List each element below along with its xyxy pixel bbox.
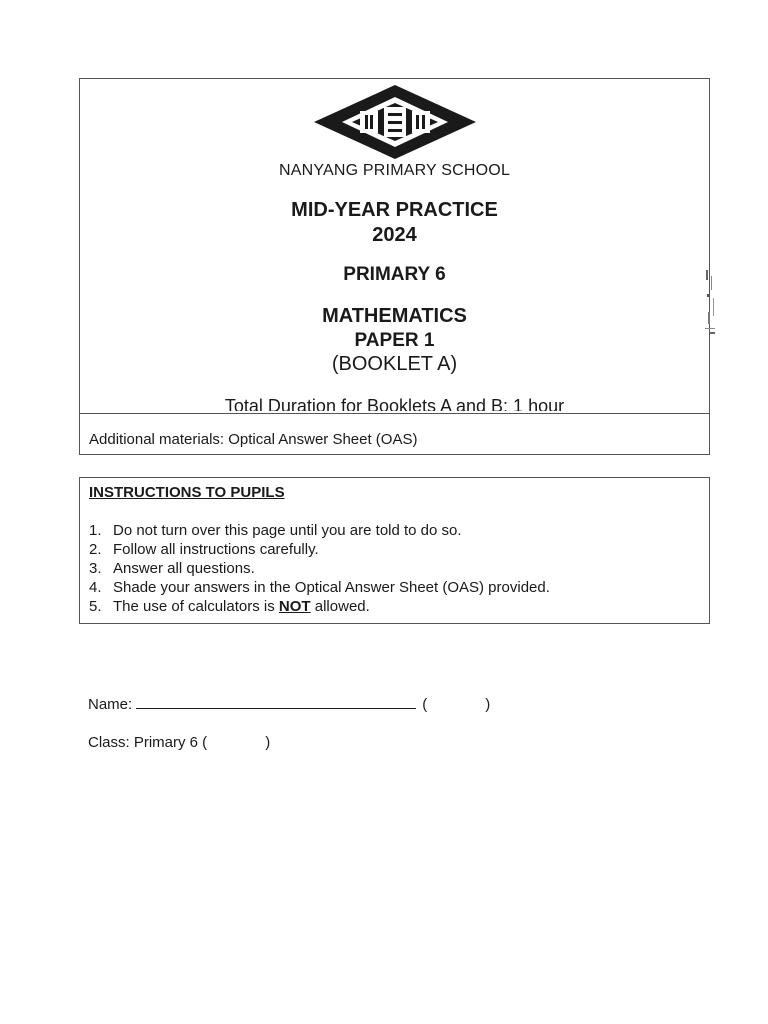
subject-title: MATHEMATICS [322, 305, 467, 327]
name-label: Name: [88, 696, 133, 713]
school-name: NANYANG PRIMARY SCHOOL [278, 162, 511, 179]
school-crest-icon [312, 83, 478, 161]
materials-text: Additional materials: Optical Answer Sheet (OAS) [89, 431, 418, 448]
list-item: 5. The use of calculators is NOT allowed. [89, 598, 370, 615]
duration-text: Total Duration for Booklets A and B: 1 hour [224, 396, 565, 411]
cover-header-box [79, 78, 710, 455]
list-item: 2. Follow all instructions carefully. [89, 541, 319, 558]
list-item: 1. Do not turn over this page until you are told to do so. [89, 522, 462, 539]
exam-title: MID-YEAR PRACTICE [291, 199, 498, 221]
not-emphasis: NOT [278, 598, 311, 615]
instructions-heading: INSTRUCTIONS TO PUPILS [89, 484, 285, 501]
scan-artifact [702, 268, 718, 342]
class-label: Class: Primary 6 ( [88, 734, 208, 751]
list-item: 3. Answer all questions. [89, 560, 255, 577]
level-title: PRIMARY 6 [343, 264, 446, 285]
header-divider [80, 413, 709, 414]
class-field-row: Class: Primary 6 ( ) [88, 734, 271, 751]
list-item: 4. Shade your answers in the Optical Answer Sheet (OAS) provided. [89, 579, 550, 596]
instructions-box [79, 477, 710, 624]
name-field-row: Name: ( ) [88, 696, 491, 713]
exam-year: 2024 [372, 224, 417, 246]
booklet-title: (BOOKLET A) [331, 353, 458, 375]
name-blank[interactable] [136, 694, 416, 709]
instructions-list [89, 521, 550, 616]
paper-title: PAPER 1 [354, 330, 435, 351]
